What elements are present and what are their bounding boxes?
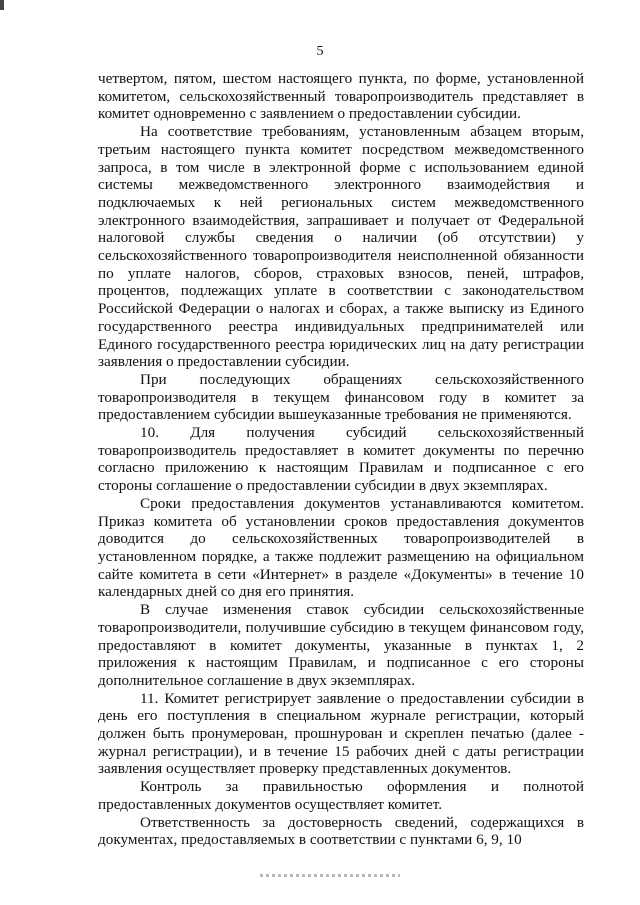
paragraph: четвертом, пятом, шестом настоящего пункта, по форме, установленной комитетом, сельскохозяйственный товаропроизводитель представляет в комитет одновременно с заявлением о предоставлении субсидии. <box>98 70 584 123</box>
page-number: 5 <box>316 44 324 59</box>
document-body <box>98 70 584 849</box>
paragraph: 10. Для получения субсидий сельскохозяйственный товаропроизводитель предоставляет в комитет документы по перечню согласно приложению к настоящим Правилам и подписанное с его стороны соглашение о предоставлении субсидии в двух экземплярах. <box>98 424 584 495</box>
scan-artifact <box>260 874 400 877</box>
paragraph: Контроль за правильностью оформления и полнотой предоставленных документов осуществляет комитет. <box>98 778 584 813</box>
paragraph: На соответствие требованиям, установленным абзацем вторым, третьим настоящего пункта комитет посредством межведомственного запроса, в том числе в электронной форме с использованием единой системы межведомственного электронного взаимодействия и подключаемых к ней региональных систем межведомственного электронного взаимодействия, запрашивает и получает от Федеральной налоговой службы сведения о наличии (об отсутствии) у сельскохозяйственного товаропроизводителя неисполненной обязанности по уплате налогов, сборов, страховых взносов, пеней, штрафов, процентов, подлежащих уплате в соответствии с законодательством Российской Федерации о налогах и сборах, а также выписку из Единого государственного реестра индивидуальных предпринимателей или Единого государственного реестра юридических лиц на дату регистрации заявления о предоставлении субсидии. <box>98 123 584 371</box>
scan-edge-mark <box>0 0 4 10</box>
paragraph: Ответственность за достоверность сведений, содержащихся в документах, предоставляемых в соответствии с пунктами 6, 9, 10 <box>98 813 584 849</box>
paragraph: 11. Комитет регистрирует заявление о предоставлении субсидии в день его поступления в специальном журнале регистрации, который должен быть пронумерован, прошнурован и скреплен печатью (далее - журнал регистрации), и в течение 15 рабочих дней с даты регистрации заявления осуществляет проверку представленных документов. <box>98 689 584 778</box>
paragraph: Сроки предоставления документов устанавливаются комитетом. Приказ комитета об установлении сроков предоставления документов доводится до сельскохозяйственных товаропроизводителей в установленном порядке, а также подлежит размещению на официальном сайте комитета в сети «Интернет» в разделе «Документы» в течение 10 календарных дней со дня его принятия. <box>98 494 584 601</box>
paragraph: При последующих обращениях сельскохозяйственного товаропроизводителя в текущем финансовом году в комитет за предоставлением субсидии вышеуказанные требования не применяются. <box>98 370 584 424</box>
paragraph: В случае изменения ставок субсидии сельскохозяйственные товаропроизводители, получившие субсидию в текущем финансовом году, предоставляют в комитет документы, указанные в пунктах 1, 2 приложения к настоящим Правилам, и подписанное с его стороны дополнительное соглашение в двух экземплярах. <box>98 601 584 689</box>
